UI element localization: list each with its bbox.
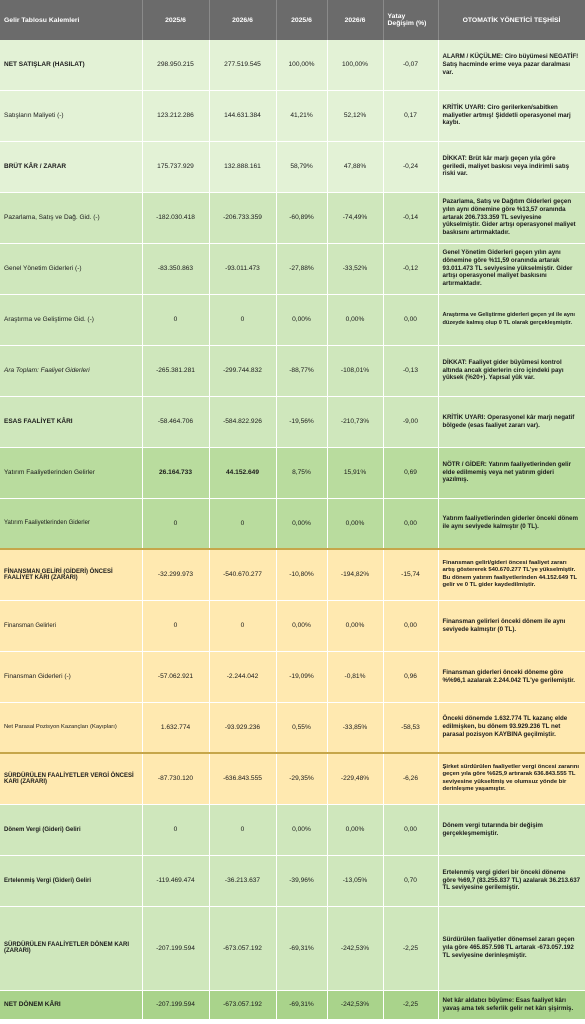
value-2026: -299.744.832 [209,345,276,396]
horizontal-change: -0,14 [383,192,438,243]
diagnosis-text: KRİTİK UYARI: Operasyonel kâr marjı negatif bölgede (esas faaliyet zararı var). [438,396,585,447]
row-label: SÜRDÜRÜLEN FAALİYETLER VERGİ ÖNCESİ KARI (ZARARI) [0,753,142,804]
row-label: Ertelenmiş Vergi (Gideri) Geliri [0,855,142,906]
value-2026: -2.244.042 [209,651,276,702]
header-horizontal-change: Yatay Değişim (%) [383,0,438,40]
percent-2025: -39,96% [276,855,327,906]
value-2026: 0 [209,294,276,345]
value-2026: -36.213.637 [209,855,276,906]
horizontal-change: 0,00 [383,804,438,855]
value-2026: -93.929.236 [209,702,276,753]
percent-2026: 47,88% [327,141,383,192]
value-2025: -207.199.594 [142,990,209,1019]
percent-2026: 15,91% [327,447,383,498]
header-2025-value: 2025/6 [142,0,209,40]
horizontal-change: 0,00 [383,600,438,651]
diagnosis-text: Finansman gelirleri önceki dönem ile aynı seviyede kalmıştır (0 TL). [438,600,585,651]
row-label: Araştırma ve Geliştirme Gid. (-) [0,294,142,345]
value-2025: -83.350.863 [142,243,209,294]
percent-2026: -33,52% [327,243,383,294]
table-row [0,990,585,1019]
value-2026: -636.843.555 [209,753,276,804]
table-row [0,192,585,243]
horizontal-change: 0,00 [383,498,438,549]
horizontal-change: -9,00 [383,396,438,447]
value-2026: -673.057.192 [209,990,276,1019]
percent-2026: -74,49% [327,192,383,243]
percent-2026: 0,00% [327,600,383,651]
row-label: Satışların Maliyeti (-) [0,90,142,141]
table-row [0,396,585,447]
header-item-column: Gelir Tablosu Kalemleri [0,0,142,40]
value-2026: 277.519.545 [209,40,276,90]
horizontal-change: -2,25 [383,906,438,990]
horizontal-change: -0,12 [383,243,438,294]
diagnosis-text: DİKKAT: Faaliyet gider büyümesi kontrol altında ancak giderlerin ciro içindeki payı yüksek (%20+). Yapısal yük var. [438,345,585,396]
percent-2025: -69,31% [276,906,327,990]
diagnosis-text: Genel Yönetim Giderleri geçen yılın aynı dönemine göre %11,59 oranında artarak 93.011.473 TL seviyesine yükselmiştir. Gider artışı operasyonel maliyet baskısını artırmaktadır. [438,243,585,294]
percent-2026: -194,82% [327,549,383,600]
value-2025: 175.737.929 [142,141,209,192]
value-2025: -182.030.418 [142,192,209,243]
header-row [0,0,585,40]
value-2025: 0 [142,600,209,651]
row-label: Yatırım Faaliyetlerinden Gelirler [0,447,142,498]
diagnosis-text: Araştırma ve Geliştirme giderleri geçen yıl ile aynı düzeyde kalmış olup 0 TL olarak gerçekleşmiştir. [438,294,585,345]
percent-2026: 52,12% [327,90,383,141]
row-label: BRÜT KÂR / ZARAR [0,141,142,192]
percent-2026: 100,00% [327,40,383,90]
value-2026: 0 [209,804,276,855]
table-row [0,243,585,294]
table-row [0,447,585,498]
value-2025: 1.632.774 [142,702,209,753]
table-row [0,804,585,855]
percent-2025: -19,09% [276,651,327,702]
row-label: Finansman Giderleri (-) [0,651,142,702]
row-label: Dönem Vergi (Gideri) Geliri [0,804,142,855]
percent-2025: -29,35% [276,753,327,804]
horizontal-change: -0,13 [383,345,438,396]
value-2026: 44.152.649 [209,447,276,498]
percent-2025: -88,77% [276,345,327,396]
table-row [0,40,585,90]
percent-2026: -108,01% [327,345,383,396]
diagnosis-text: Pazarlama, Satış ve Dağıtım Giderleri geçen yılın aynı dönemine göre %13,57 oranında artarak 206.733.359 TL seviyesine yükselmiştir. Gider artışı operasyonel maliyet baskısını artırmaktadır. [438,192,585,243]
percent-2026: 0,00% [327,294,383,345]
percent-2025: -27,88% [276,243,327,294]
value-2025: -265.381.281 [142,345,209,396]
percent-2026: -13,05% [327,855,383,906]
diagnosis-text: NÖTR / GİDER: Yatırım faaliyetlerinden gelir elde edilmemiş veya net yatırım gideri yazılmış. [438,447,585,498]
horizontal-change: 0,00 [383,294,438,345]
value-2026: 0 [209,600,276,651]
diagnosis-text: DİKKAT: Brüt kâr marjı geçen yıla göre geriledi, maliyet baskısı veya indirimli satış riski var. [438,141,585,192]
row-label: NET DÖNEM KÂRI [0,990,142,1019]
table-row [0,294,585,345]
table-row [0,498,585,549]
diagnosis-text: Ertelenmiş vergi gideri bir önceki döneme göre %69,7 (83.255.837 TL) azalarak 36.213.637 TL seviyesine gerilemiştir. [438,855,585,906]
row-label: Ara Toplam: Faaliyet Giderleri [0,345,142,396]
table-row [0,90,585,141]
value-2025: 0 [142,498,209,549]
table-row [0,906,585,990]
diagnosis-text: KRİTİK UYARI: Ciro gerilerken/sabitken maliyetler artmış! Şiddetli operasyonel marj kaybı. [438,90,585,141]
horizontal-change: 0,70 [383,855,438,906]
header-2026-value: 2026/6 [209,0,276,40]
percent-2025: -69,31% [276,990,327,1019]
value-2025: -57.062.921 [142,651,209,702]
percent-2025: -19,56% [276,396,327,447]
percent-2026: -33,85% [327,702,383,753]
value-2025: 123.212.286 [142,90,209,141]
diagnosis-text: Önceki dönemde 1.632.774 TL kazanç elde edilmişken, bu dönem 93.929.236 TL net parasal pozisyon KAYBINA geçilmiştir. [438,702,585,753]
value-2026: 0 [209,498,276,549]
percent-2026: -242,53% [327,990,383,1019]
diagnosis-text: ALARM / KÜÇÜLME: Ciro büyümesi NEGATİF! Satış hacminde erime veya pazar daralması var. [438,40,585,90]
diagnosis-text: Finansman giderleri önceki döneme göre %%96,1 azalarak 2.244.042 TL'ye gerilemiştir. [438,651,585,702]
percent-2026: 0,00% [327,804,383,855]
percent-2025: 0,00% [276,600,327,651]
value-2026: 144.631.384 [209,90,276,141]
horizontal-change: 0,96 [383,651,438,702]
header-auto-diagnosis: OTOMATİK YÖNETİCİ TEŞHİSİ [438,0,585,40]
table-row [0,855,585,906]
percent-2026: -210,73% [327,396,383,447]
table-row [0,753,585,804]
percent-2026: -0,81% [327,651,383,702]
percent-2025: 0,55% [276,702,327,753]
percent-2025: 0,00% [276,498,327,549]
horizontal-change: -0,24 [383,141,438,192]
percent-2025: 0,00% [276,804,327,855]
table-row [0,651,585,702]
row-label: Yatırım Faaliyetlerinden Giderler [0,498,142,549]
header-2026-percent: 2026/6 [327,0,383,40]
value-2026: -673.057.192 [209,906,276,990]
percent-2025: -60,89% [276,192,327,243]
table-row [0,141,585,192]
horizontal-change: -58,53 [383,702,438,753]
value-2025: 26.164.733 [142,447,209,498]
value-2026: -93.011.473 [209,243,276,294]
value-2025: 0 [142,294,209,345]
percent-2025: 8,75% [276,447,327,498]
horizontal-change: 0,17 [383,90,438,141]
value-2026: -206.733.359 [209,192,276,243]
value-2026: -540.670.277 [209,549,276,600]
diagnosis-text: Şirket sürdürülen faaliyetler vergi öncesi zararını geçen yıla göre %625,9 artırarak 636.843.555 TL seviyesine yükseltmiş ve olumsuz yönde bir derinleşme yaşamıştır. [438,753,585,804]
table-row [0,600,585,651]
value-2025: -207.199.594 [142,906,209,990]
row-label: ESAS FAALİYET KÂRI [0,396,142,447]
value-2025: -119.469.474 [142,855,209,906]
percent-2026: -242,53% [327,906,383,990]
horizontal-change: -15,74 [383,549,438,600]
horizontal-change: -6,26 [383,753,438,804]
percent-2025: 100,00% [276,40,327,90]
diagnosis-text: Sürdürülen faaliyetler dönemsel zararı geçen yıla göre 465.857.598 TL artarak -673.057.192 TL seviyesine derinleşmiştir. [438,906,585,990]
row-label: NET SATIŞLAR (HASILAT) [0,40,142,90]
value-2025: -32.299.973 [142,549,209,600]
row-label: Net Parasal Pozisyon Kazançları (Kayıpları) [0,702,142,753]
value-2025: -58.464.706 [142,396,209,447]
diagnosis-text: Yatırım faaliyetlerinden giderler önceki dönem ile aynı seviyede kalmıştır (0 TL). [438,498,585,549]
value-2025: 298.950.215 [142,40,209,90]
row-label: Genel Yönetim Giderleri (-) [0,243,142,294]
diagnosis-text: Finansman geliri/gideri öncesi faaliyet zararı artış göstererek 540.670.277 TL'ye yükselmiştir. Bu dönem yatırım faaliyetlerinden 44.152.649 TL gelir ve 0 TL gider kaydedilmiştir. [438,549,585,600]
value-2026: -584.822.926 [209,396,276,447]
percent-2025: 41,21% [276,90,327,141]
table-row [0,702,585,753]
horizontal-change: -0,07 [383,40,438,90]
diagnosis-text: Net kâr aldatıcı büyüme: Esas faaliyet kârı yavaş ama tek seferlik gelir net kârı şişirmiş. [438,990,585,1019]
row-label: FİNANSMAN GELİRİ (GİDERİ) ÖNCESİ FAALİYET KÂRI (ZARARI) [0,549,142,600]
row-label: Finansman Gelirleri [0,600,142,651]
diagnosis-text: Dönem vergi tutarında bir değişim gerçekleşmemiştir. [438,804,585,855]
row-label: SÜRDÜRÜLEN FAALİYETLER DÖNEM KARI (ZARARI) [0,906,142,990]
value-2025: -87.730.120 [142,753,209,804]
horizontal-change: 0,69 [383,447,438,498]
value-2025: 0 [142,804,209,855]
table-row [0,345,585,396]
percent-2025: -10,80% [276,549,327,600]
row-label: Pazarlama, Satış ve Dağ. Gid. (-) [0,192,142,243]
percent-2026: -229,48% [327,753,383,804]
percent-2026: 0,00% [327,498,383,549]
percent-2025: 58,79% [276,141,327,192]
horizontal-change: -2,25 [383,990,438,1019]
header-2025-percent: 2025/6 [276,0,327,40]
value-2026: 132.888.161 [209,141,276,192]
percent-2025: 0,00% [276,294,327,345]
table-row [0,549,585,600]
